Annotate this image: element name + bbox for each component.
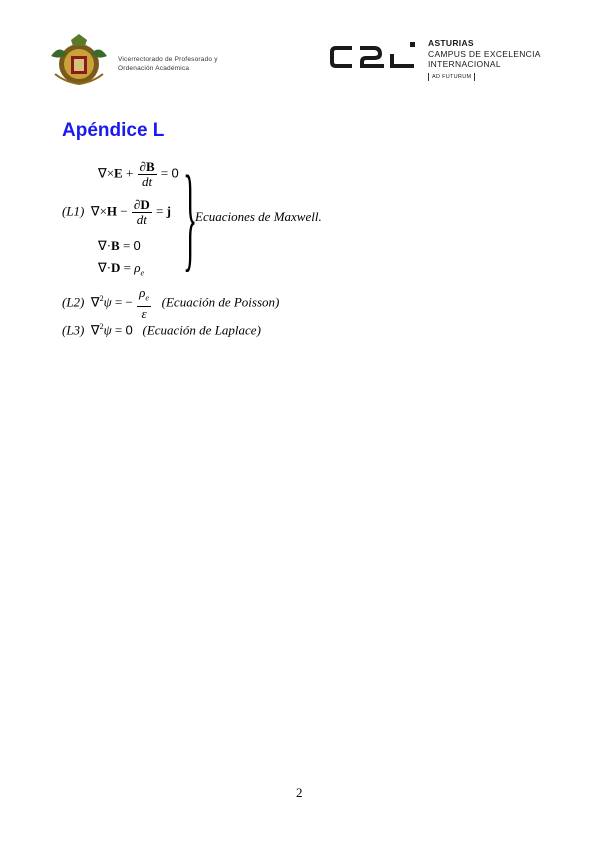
cei-line-1: ASTURIAS (428, 38, 474, 48)
l2-name: (Ecuación de Poisson) (161, 294, 280, 310)
vice-line-2: Ordenación Académica (118, 65, 190, 72)
cei-line-2: CAMPUS DE EXCELENCIA (428, 48, 541, 59)
vice-line-1: Vicerrectorado de Profesorado y (118, 56, 218, 63)
maxwell-eq-3: ∇·B = 0 (98, 238, 141, 253)
l1-label: (L1) (62, 203, 85, 219)
page-header (0, 0, 599, 95)
page-title: Apéndice L (62, 120, 165, 141)
l3-label: (L3) (62, 322, 85, 338)
maxwell-brace: } (183, 151, 198, 282)
cei-line-4: AD FUTURUM (428, 73, 475, 81)
maxwell-eq-4: $\nabla\cdot D = \rho_e$ (98, 260, 145, 278)
cei-line-3: INTERNACIONAL (428, 59, 501, 69)
maxwell-eq-2: (L1) ∇×H − $\frac{\partial D}{dt}$ = j (62, 197, 171, 227)
university-seal-icon (45, 34, 113, 86)
laplace-equation: (L3) ∇$^2$ψ = 0 (Ecuación de Laplace) (62, 322, 261, 338)
maxwell-eq-1: ∇×E + $\frac{\partial B}{dt}$ = 0 (98, 159, 179, 189)
cei-logo-icon (330, 40, 420, 72)
l3-name: (Ecuación de Laplace) (142, 322, 261, 338)
cei-text (428, 38, 541, 81)
maxwell-label: Ecuaciones de Maxwell. (195, 209, 322, 224)
vicerrectorado-text (118, 55, 218, 73)
poisson-equation: (L2) ∇$^2$ψ = − $\frac{\rho_e}{\varepsilon}$ (Ecuación de Poisson) (62, 285, 280, 321)
l2-label: (L2) (62, 294, 85, 310)
page-number: 2 (296, 785, 303, 800)
